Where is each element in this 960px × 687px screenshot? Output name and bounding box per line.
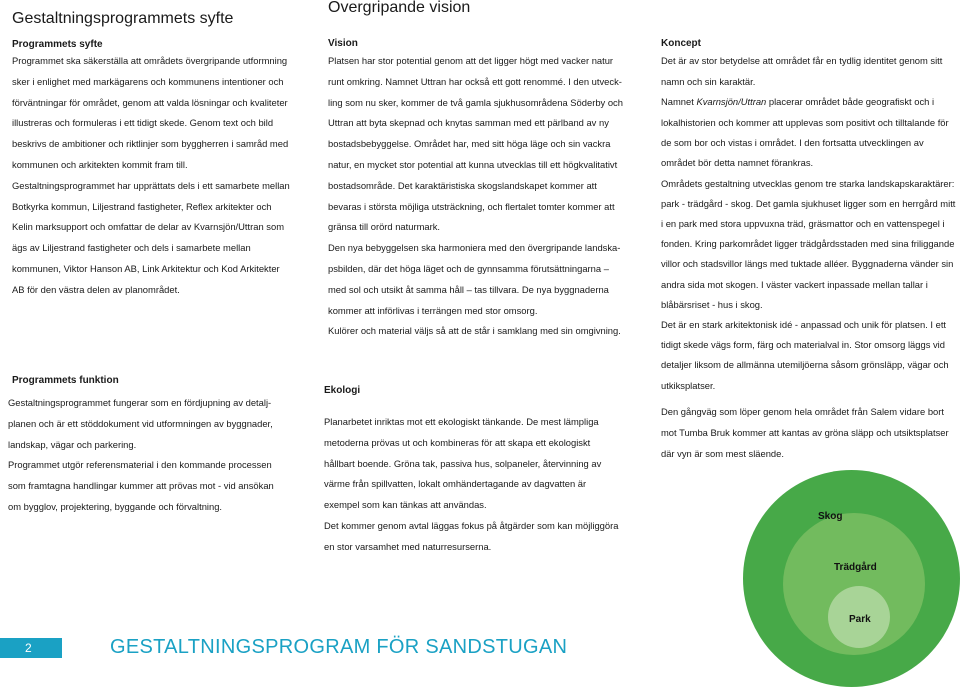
footer-title: GESTALTNINGSPROGRAM FÖR SANDSTUGAN <box>110 636 568 658</box>
page-number: 2 <box>25 641 32 655</box>
koncept-label: Koncept <box>661 38 701 49</box>
vision-label: Vision <box>328 38 358 49</box>
page-number-box <box>0 638 62 658</box>
syfte-text: Programmet ska säkerställa att områdets övergripande utformning sker i enlighet med markägarens och kommunens intentioner och förväntningar för området, genom att valda lösningar och kvaliteter illustreras och formuleras i ett tidigt skede. Genom text och bild beskrivs de ambitioner och riktlinjer som byggherren i samråd med kommunen och arkitekten kommit fram till. Gestaltningsprogrammet har upprättats dels i ett samarbete mellan Botkyrka kommun, Liljestrand fastigheter, Reflex arkitekter och Kelin marksupport och omfattar de delar av Kvarnsjön/Uttran som ägs av Liljestrand fastigheter och dels i samarbete mellan kommunen, Viktor Hanson AB, Link Arkitektur och Kod Arkitekter AB för den västra delen av planområdet. <box>12 55 290 295</box>
koncept-namnet: Namnet <box>661 96 697 107</box>
koncept-text-3: Den gångväg som löper genom hela området från Salem vidare bort mot Tumba Bruk kommer att kantas av gröna släpp och utsiktsplatser där vyn är som mest släende. <box>661 406 949 459</box>
koncept-name-rest: placerar området både geografiskt och i <box>766 96 935 107</box>
vision-text: Platsen har stor potential genom att det ligger högt med vacker natur runt omkring. Namnet Uttran har också ett gott renommé. I den utveck- ling som nu sker, kommer de två gamla sjukhusområdena Söderby och Uttran att byta skepnad och knytas samman med ett pärlband av ny bostadsbebyggelse. Området har, med sitt höga läge och sin vackra natur, en mycket stor potential att kunna utvecklas till ett högkvalitativt bostadsområde. Det karaktäristiska skogslandskapet kommer att bevaras i största möjliga utsträckning, och flertalet tomter kommer att gränsa till orörd naturmark. Den nya bebyggelsen ska harmoniera med den övergripande landska- psbilden, där det höga läget och de gynnsamma förutsättningarna – med sol och utsikt åt samma håll – tas tillvara. De nya byggnaderna kommer att införlivas i terrängen med stor omsorg. Kulörer och material väljs så att de står i samklang med sin omgivning. <box>328 55 623 337</box>
page-heading-middle: Övergripande vision <box>328 0 471 16</box>
page-heading-left: Gestaltningsprogrammets syfte <box>12 10 234 27</box>
ekologi-text: Planarbetet inriktas mot ett ekologiskt tänkande. De mest lämpliga metoderna prövas ut och kombineras för att skapa ett ekologiskt hållbart boende. Gröna tak, passiva hus, solpaneler, återvinning av värme från spillvatten, lokalt omhändertagande av dagvatten är exempel som kan tänkas att användas. Det kommer genom avtal läggas fokus på åtgärder som kan möjliggöra en stor varsamhet med naturresurserna. <box>324 416 619 552</box>
syfte-label: Programmets syfte <box>12 39 103 50</box>
skog-label: Skog <box>818 511 843 522</box>
park-label: Park <box>849 614 871 625</box>
koncept-name-line <box>661 92 956 113</box>
funktion-label: Programmets funktion <box>12 375 119 386</box>
tradgard-label: Trädgård <box>834 562 877 573</box>
ekologi-label: Ekologi <box>324 385 361 396</box>
koncept-text-1: Det är av stor betydelse att området får en tydlig identitet genom sitt namn och sin karaktär. <box>661 55 943 87</box>
funktion-text: Gestaltningsprogrammet fungerar som en fördjupning av detalj- planen och är ett stöddokument vid utformningen av byggnader, landskap, vägar och parkering. Programmet utgör referensmaterial i den kommande processen som framtagna handlingar kummer att prövas mot - vid ansökan om bygglov, projektering, byggande och förvaltning. <box>8 397 274 512</box>
koncept-text-2: lokalhistorien och kommer att upplevas som positivt och tilltalande för de som bor och vistas i området. I den fortsatta utvecklingen av området bör detta namnet förankras. Områdets gestaltning utvecklas genom tre starka landskapskaraktärer: park - trädgård - skog. Det gamla sjukhuset ligger som en herrgård mitt i en park med stora uppvuxna träd, gräsmattor och en vattenspegel i fonden. Kring parkområdet ligger trädgårdsstaden med sina friliggande villor och stadsvillor längs med tuktade alléer. Byggnaderna vänder sin andra sida mot skogen. I väster vackert inpassade mellan tallar i blåbärsriset - hus i skog. Det är en stark arkitektonisk idé - anpassad och unik för platsen. I ett tidigt skede vägs form, färg och materialval in. Stor omsorg läggs vid detaljer liksom de allmänna utemiljöerna såsom grönsläpp, vägar och utkiksplatser. <box>661 117 956 391</box>
koncept-name-italic: Kvarnsjön/Uttran <box>696 96 767 107</box>
